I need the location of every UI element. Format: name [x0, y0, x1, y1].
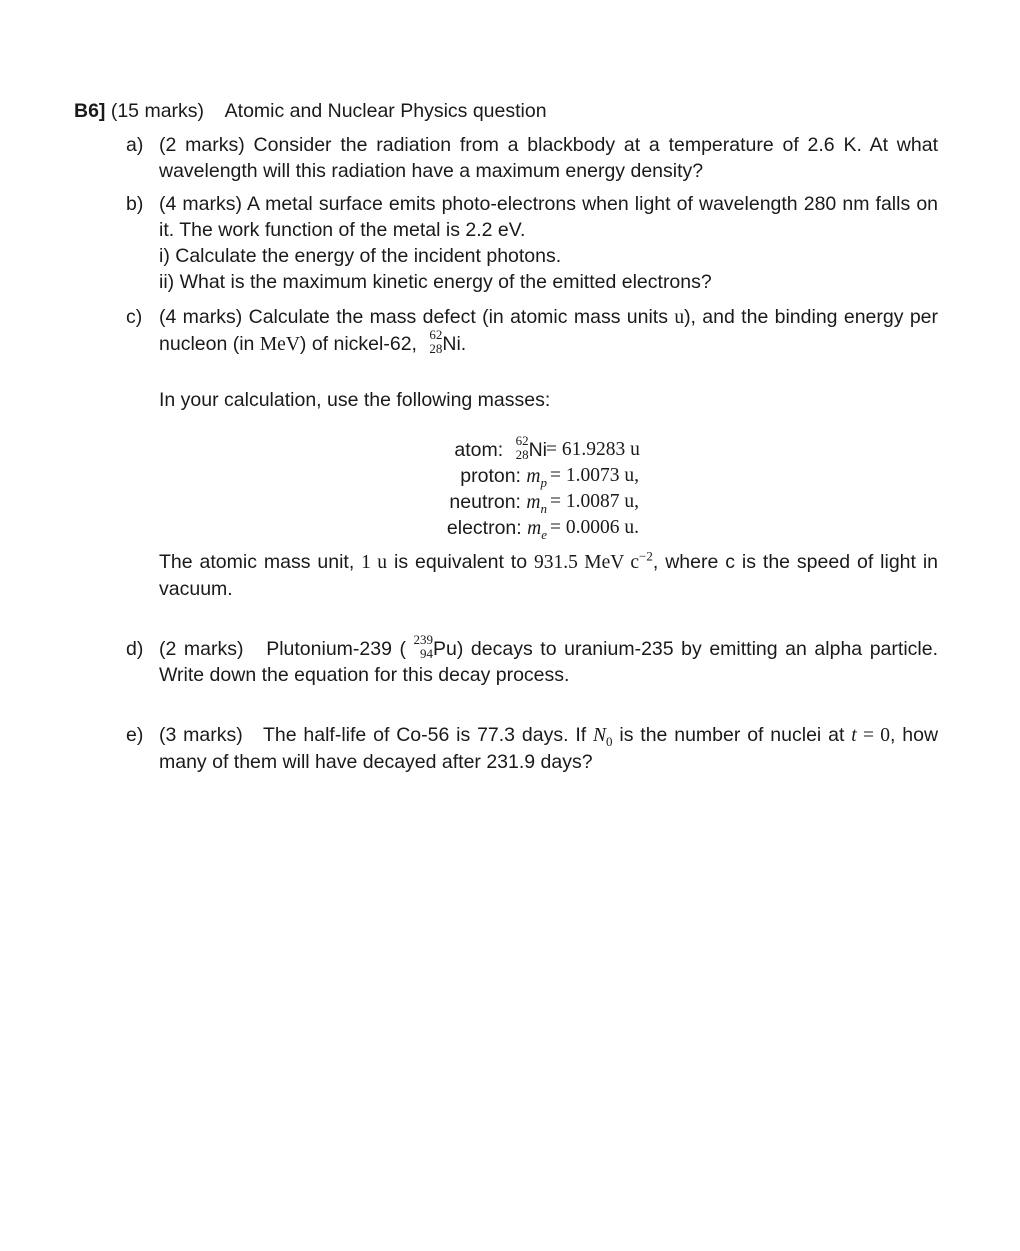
atom-mass-number: 62 [515, 433, 529, 448]
proton-mass-symbol: m [526, 466, 541, 487]
amu-exponent: −2 [639, 548, 653, 564]
part-c-marks: (4 marks) [159, 306, 243, 328]
part-b [126, 191, 938, 295]
mass-row-atom [380, 433, 710, 463]
part-a [126, 132, 938, 184]
electron-mass-subscript: e [541, 526, 547, 542]
symbol-n-subscript: 0 [606, 733, 613, 749]
question-title: Atomic and Nuclear Physics question [224, 100, 547, 122]
part-e-label: e) [126, 724, 144, 746]
nuclide-atomic-number: 28 [429, 341, 443, 356]
part-b-text: A metal surface emits photo-electrons when light of wavelength 280 nm falls on it. The work function of the metal is 2.2 eV. [159, 193, 939, 241]
question-header [74, 98, 547, 124]
mass-row-atom-lhs [454, 433, 547, 463]
proton-label: proton: [460, 465, 527, 487]
part-d-text-2: ) decays to uranium-235 by emitting an alpha particle. Write down the equation for this decay process. [159, 638, 938, 686]
question-total-marks: (15 marks) [110, 100, 205, 122]
electron-label: electron: [446, 517, 528, 539]
t-value: = 0 [856, 725, 890, 746]
masses-list [380, 433, 710, 542]
part-d-body [159, 632, 938, 688]
part-a-label: a) [126, 134, 144, 156]
part-e [126, 722, 938, 775]
part-c-text-2: ), and the binding energy per nucleon (in [159, 306, 939, 355]
amu-statement-block [126, 549, 938, 602]
part-a-text: Consider the radiation from a blackbody at a temperature of 2.6 K. At what wavelength will this radiation have a maximum energy density? [159, 134, 938, 182]
symbol-n: N [593, 725, 607, 746]
amu-value: 1 u [361, 552, 388, 573]
atom-mass-value: = 61.9283 u [546, 439, 640, 460]
mass-row-neutron-lhs [449, 489, 547, 516]
part-e-body [159, 722, 938, 775]
part-d-label: d) [126, 638, 144, 660]
part-c [126, 304, 938, 358]
mass-row-electron-lhs [447, 515, 547, 542]
pu-mass-number: 239 [413, 632, 434, 647]
part-a-marks: (2 marks) [159, 134, 245, 156]
mass-row-neutron [380, 489, 710, 515]
atom-label: atom: [454, 439, 509, 461]
amu-text-3: , where c is the speed of light in vacuum. [159, 551, 939, 600]
part-c-unit-mev: MeV [259, 334, 300, 355]
part-e-marks: (3 marks) [159, 724, 243, 746]
pu-atomic-number: 94 [420, 646, 434, 661]
part-b-marks: (4 marks) [159, 193, 243, 215]
part-e-text-3: , how many of them will have decayed after 231.9 days? [159, 724, 939, 773]
part-c-text-4: . [460, 333, 467, 355]
part-d-text-1: Plutonium-239 ( [266, 638, 407, 660]
part-c-text-3: ) of nickel-62, [299, 333, 423, 355]
mass-row-electron [380, 515, 710, 541]
part-d-marks: (2 marks) [159, 638, 244, 660]
amu-statement [159, 549, 938, 602]
part-b-label: b) [126, 193, 144, 215]
neutron-mass-subscript: n [540, 500, 547, 516]
pu-symbol: Pu [433, 638, 457, 660]
part-b-subquestion-i: i) Calculate the energy of the incident photons. [159, 245, 562, 267]
part-c-instruction-block [126, 387, 938, 413]
amu-text-2: is equivalent to [387, 551, 534, 573]
electron-mass-value: = 0.0006 u. [550, 517, 639, 538]
amu-text-1: The atomic mass unit, [159, 551, 362, 573]
part-e-text-1: The half-life of Co-56 is 77.3 days. If [262, 724, 594, 746]
part-b-intro [159, 191, 938, 243]
amu-energy: 931.5 MeV c [534, 552, 640, 573]
symbol-t: t [851, 725, 857, 746]
electron-mass-symbol: m [527, 518, 542, 539]
question-id: B6] [74, 100, 106, 122]
neutron-mass-symbol: m [526, 492, 541, 513]
neutron-label: neutron: [449, 491, 527, 513]
part-c-instruction: In your calculation, use the following masses: [159, 389, 551, 411]
nuclide-symbol: Ni [442, 333, 461, 355]
part-b-subquestion-ii: ii) What is the maximum kinetic energy of the emitted electrons? [159, 271, 712, 293]
part-c-body [159, 304, 938, 358]
atom-atomic-number: 28 [515, 447, 529, 462]
part-e-text-2: is the number of nuclei at [612, 724, 852, 746]
proton-mass-subscript: p [540, 474, 547, 490]
proton-mass-value: = 1.0073 u, [550, 465, 639, 486]
atom-symbol: Ni [528, 439, 547, 461]
part-a-body [159, 132, 938, 184]
plutonium-239-nuclide [406, 632, 434, 662]
part-d [126, 632, 938, 688]
nuclide-mass-number: 62 [429, 327, 443, 342]
atom-nuclide [509, 433, 529, 463]
neutron-mass-value: = 1.0087 u, [550, 491, 639, 512]
mass-row-proton [380, 463, 710, 489]
part-b-body [159, 191, 938, 295]
part-c-label: c) [126, 306, 143, 328]
nickel-62-nuclide [422, 327, 443, 357]
part-c-unit-u: u [674, 307, 685, 328]
part-c-text-1: Calculate the mass defect (in atomic mass units [248, 306, 675, 328]
mass-row-proton-lhs [460, 463, 547, 490]
